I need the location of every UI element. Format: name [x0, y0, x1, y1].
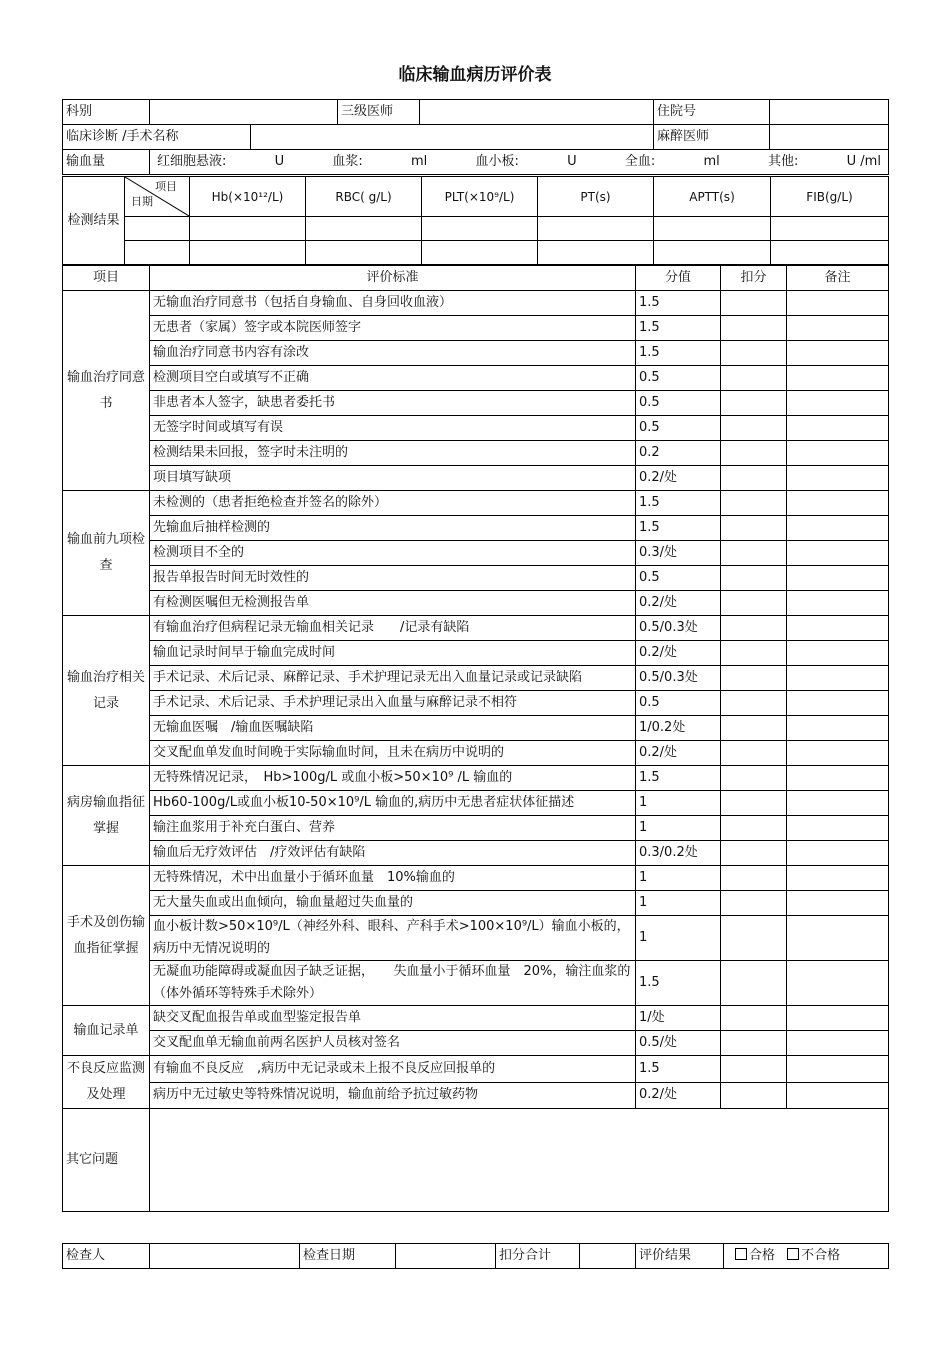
criteria-text: 无特殊情况记录， Hb>100g/L 或血小板>50×10⁹ /L 输血的: [150, 766, 636, 791]
score-value: 0.2/处: [636, 1082, 721, 1109]
table-row: [63, 641, 889, 666]
note-cell[interactable]: [787, 891, 889, 916]
score-value: 0.2/处: [636, 741, 721, 766]
table-row: [63, 516, 889, 541]
criteria-text: 无输血治疗同意书（包括自身输血、自身回收血液）: [150, 291, 636, 316]
score-value: 1: [636, 916, 721, 961]
table-row: [63, 916, 889, 961]
table-row: [63, 766, 889, 791]
score-value: 0.5: [636, 691, 721, 716]
transfusion-volume-label: 输血量: [63, 150, 150, 175]
deduct-cell[interactable]: [721, 291, 787, 316]
deduct-cell[interactable]: [721, 816, 787, 841]
table-row: [63, 566, 889, 591]
plasma-label: 血浆:: [332, 154, 363, 169]
other-issues-field[interactable]: [150, 1109, 889, 1212]
deduct-cell[interactable]: [721, 866, 787, 891]
lab-cell[interactable]: [422, 241, 538, 265]
score-value: 1.5: [636, 766, 721, 791]
table-row: [63, 316, 889, 341]
inspector-field[interactable]: [150, 1244, 300, 1269]
lab-cell[interactable]: [306, 241, 422, 265]
pass-checkbox[interactable]: [735, 1248, 747, 1260]
whole-blood-label: 全血:: [624, 154, 656, 169]
note-cell[interactable]: [787, 416, 889, 441]
lab-cell[interactable]: [306, 217, 422, 241]
transfusion-volume-field[interactable]: [150, 150, 889, 175]
table-row: [63, 841, 889, 866]
senior-doctor-label: 三级医师: [338, 100, 420, 125]
note-cell[interactable]: [787, 741, 889, 766]
lab-cell[interactable]: [538, 217, 654, 241]
score-value: 0.5: [636, 416, 721, 441]
table-row: [63, 666, 889, 691]
deduct-cell[interactable]: [721, 566, 787, 591]
lab-cell[interactable]: [190, 217, 306, 241]
score-value: 0.5: [636, 566, 721, 591]
criteria-text: 检测项目空白或填写不正确: [150, 366, 636, 391]
criteria-text: 检测项目不全的: [150, 541, 636, 566]
note-cell[interactable]: [787, 1082, 889, 1109]
note-cell[interactable]: [787, 541, 889, 566]
note-cell[interactable]: [787, 616, 889, 641]
score-value: 1/0.2处: [636, 716, 721, 741]
anesthetist-field[interactable]: [770, 125, 889, 150]
deduct-cell[interactable]: [721, 591, 787, 616]
score-value: 1/处: [636, 1006, 721, 1031]
section-name: 病房输血指征掌握: [63, 766, 150, 866]
lab-cell[interactable]: [654, 241, 771, 265]
criteria-text: 输注血浆用于补充白蛋白、营养: [150, 816, 636, 841]
page-title: 临床输血病历评价表: [398, 65, 552, 85]
note-cell[interactable]: [787, 866, 889, 891]
deduct-cell[interactable]: [721, 841, 787, 866]
note-cell[interactable]: [787, 291, 889, 316]
score-value: 1.5: [636, 491, 721, 516]
diagnosis-label: 临床诊断 /手术名称: [63, 125, 251, 150]
deduct-cell[interactable]: [721, 1056, 787, 1083]
dept-label: 科别: [63, 100, 150, 125]
lab-col-pt: PT(s): [538, 177, 654, 217]
table-row: [63, 616, 889, 641]
lab-date-label: 日期: [131, 195, 153, 208]
note-cell[interactable]: [787, 516, 889, 541]
score-value: 1: [636, 891, 721, 916]
note-cell[interactable]: [787, 1006, 889, 1031]
anesthetist-label: 麻醉医师: [654, 125, 770, 150]
score-value: 0.5: [636, 366, 721, 391]
criteria-text: 无输血医嘱 /输血医嘱缺陷: [150, 716, 636, 741]
table-row: [63, 791, 889, 816]
footer-table: [62, 1243, 889, 1269]
criteria-text: 未检测的（患者拒绝检查并签名的除外）: [150, 491, 636, 516]
score-value: 1.5: [636, 516, 721, 541]
criteria-text: 病历中无过敏史等特殊情况说明，输血前给予抗过敏药物: [150, 1082, 636, 1109]
total-deduct-label: 扣分合计: [496, 1244, 580, 1269]
criteria-text: 手术记录、术后记录、麻醉记录、手术护理记录无出入血量记录或记录缺陷: [150, 666, 636, 691]
criteria-text: 缺交叉配血报告单或血型鉴定报告单: [150, 1006, 636, 1031]
evaluation-table: [62, 265, 889, 1212]
section-name: 不良反应监测及处理: [63, 1056, 150, 1109]
deduct-cell[interactable]: [721, 1031, 787, 1056]
criteria-text: 无凝血功能障碍或凝血因子缺乏证据， 失血量小于循环血量 20%，输注血浆的（体外循环等特殊手术除外）: [150, 961, 636, 1006]
deduct-cell[interactable]: [721, 616, 787, 641]
score-value: 1.5: [636, 1056, 721, 1083]
deduct-cell[interactable]: [721, 641, 787, 666]
fail-checkbox[interactable]: [787, 1248, 799, 1260]
lab-cell[interactable]: [422, 217, 538, 241]
admission-no-field[interactable]: [770, 100, 889, 125]
lab-label: 检测结果: [63, 177, 125, 265]
table-row: [63, 741, 889, 766]
table-row: [63, 541, 889, 566]
dept-field[interactable]: [150, 100, 338, 125]
fail-label: 不合格: [801, 1248, 841, 1263]
deduct-cell[interactable]: [721, 441, 787, 466]
score-value: 0.5: [636, 391, 721, 416]
criteria-text: 无特殊情况，术中出血量小于循环血量 10%输血的: [150, 866, 636, 891]
table-row: [63, 1056, 889, 1083]
lab-cell[interactable]: [654, 217, 771, 241]
note-cell[interactable]: [787, 666, 889, 691]
criteria-text: 先输血后抽样检测的: [150, 516, 636, 541]
note-cell[interactable]: [787, 691, 889, 716]
deduct-cell[interactable]: [721, 1082, 787, 1109]
table-row: [63, 416, 889, 441]
note-cell[interactable]: [787, 491, 889, 516]
score-value: 0.2/处: [636, 591, 721, 616]
table-row: [63, 1006, 889, 1031]
criteria-text: 检测结果未回报，签字时未注明的: [150, 441, 636, 466]
col-header-note: 备注: [787, 266, 889, 291]
table-row: [63, 716, 889, 741]
lab-cell[interactable]: [771, 217, 889, 241]
score-value: 1: [636, 816, 721, 841]
score-value: 0.3/处: [636, 541, 721, 566]
deduct-cell[interactable]: [721, 891, 787, 916]
note-cell[interactable]: [787, 716, 889, 741]
score-value: 0.5/处: [636, 1031, 721, 1056]
note-cell[interactable]: [787, 591, 889, 616]
col-header-item: 项目: [63, 266, 150, 291]
deduct-cell[interactable]: [721, 391, 787, 416]
criteria-text: 有输血不良反应 ,病历中无记录或未上报不良反应回报单的: [150, 1056, 636, 1083]
table-row: [63, 1031, 889, 1056]
lab-cell[interactable]: [190, 241, 306, 265]
score-value: 0.5/0.3处: [636, 616, 721, 641]
inspector-label: 检查人: [63, 1244, 150, 1269]
deduct-cell[interactable]: [721, 691, 787, 716]
score-value: 1.5: [636, 341, 721, 366]
deduct-cell[interactable]: [721, 741, 787, 766]
other-issues-row: [63, 1109, 889, 1212]
note-cell[interactable]: [787, 441, 889, 466]
deduct-cell[interactable]: [721, 516, 787, 541]
table-row: [63, 291, 889, 316]
lab-col-hb: Hb(×10¹²/L): [190, 177, 306, 217]
rbc-unit: U: [274, 154, 285, 169]
table-row: [63, 866, 889, 891]
table-row: [63, 816, 889, 841]
note-cell[interactable]: [787, 841, 889, 866]
deduct-cell[interactable]: [721, 341, 787, 366]
criteria-text: 交叉配血单发血时间晚于实际输血时间，且未在病历中说明的: [150, 741, 636, 766]
section-name: 输血治疗相关记录: [63, 616, 150, 766]
table-row: [63, 341, 889, 366]
admission-no-label: 住院号: [654, 100, 770, 125]
note-cell[interactable]: [787, 916, 889, 961]
table-row: [63, 491, 889, 516]
note-cell[interactable]: [787, 316, 889, 341]
col-header-deduct: 扣分: [721, 266, 787, 291]
score-value: 1.5: [636, 291, 721, 316]
criteria-text: 有检测医嘱但无检测报告单: [150, 591, 636, 616]
lab-col-fib: FIB(g/L): [771, 177, 889, 217]
col-header-score: 分值: [636, 266, 721, 291]
note-cell[interactable]: [787, 1031, 889, 1056]
criteria-text: 非患者本人签字，缺患者委托书: [150, 391, 636, 416]
platelet-unit: U: [567, 154, 577, 169]
score-value: 1.5: [636, 316, 721, 341]
deduct-cell[interactable]: [721, 961, 787, 1006]
note-cell[interactable]: [787, 816, 889, 841]
note-cell[interactable]: [787, 766, 889, 791]
deduct-cell[interactable]: [721, 316, 787, 341]
platelet-label: 血小板:: [475, 154, 519, 169]
criteria-text: 有输血治疗但病程记录无输血相关记录 /记录有缺陷: [150, 616, 636, 641]
note-cell[interactable]: [787, 391, 889, 416]
criteria-text: 无患者（家属）签字或本院医师签字: [150, 316, 636, 341]
score-value: 0.5/0.3处: [636, 666, 721, 691]
result-field: [724, 1244, 889, 1269]
lab-cell[interactable]: [125, 241, 190, 265]
criteria-text: 输血后无疗效评估 /疗效评估有缺陷: [150, 841, 636, 866]
other-blood-label: 其他:: [768, 154, 799, 169]
table-row: [63, 391, 889, 416]
lab-cell[interactable]: [771, 241, 889, 265]
deduct-cell[interactable]: [721, 716, 787, 741]
col-header-criteria: 评价标准: [150, 266, 636, 291]
header-table: [62, 99, 889, 175]
note-cell[interactable]: [787, 961, 889, 1006]
score-value: 1.5: [636, 961, 721, 1006]
lab-diagonal-header: [125, 177, 190, 217]
note-cell[interactable]: [787, 366, 889, 391]
criteria-text: 报告单报告时间无时效性的: [150, 566, 636, 591]
deduct-cell[interactable]: [721, 416, 787, 441]
score-value: 0.2/处: [636, 466, 721, 491]
deduct-cell[interactable]: [721, 366, 787, 391]
deduct-cell[interactable]: [721, 791, 787, 816]
lab-col-rbc: RBC( g/L): [306, 177, 422, 217]
table-row: [63, 466, 889, 491]
lab-item-label: 项目: [155, 180, 177, 193]
table-row: [63, 891, 889, 916]
result-label: 评价结果: [636, 1244, 724, 1269]
criteria-text: 手术记录、术后记录、手术护理记录出入血量与麻醉记录不相符: [150, 691, 636, 716]
lab-cell[interactable]: [125, 217, 190, 241]
table-row: [63, 366, 889, 391]
table-row: [63, 441, 889, 466]
criteria-text: 血小板计数>50×10⁹/L（神经外科、眼科、产科手术>100×10⁹/L）输血小板的，病历中无情况说明的: [150, 916, 636, 961]
lab-col-plt: PLT(×10⁹/L): [422, 177, 538, 217]
deduct-cell[interactable]: [721, 666, 787, 691]
deduct-cell[interactable]: [721, 541, 787, 566]
deduct-cell[interactable]: [721, 1006, 787, 1031]
other-issues-label: 其它问题: [63, 1109, 150, 1212]
other-blood-unit: U /ml: [846, 154, 881, 169]
criteria-text: 输血治疗同意书内容有涂改: [150, 341, 636, 366]
score-value: 0.2: [636, 441, 721, 466]
note-cell[interactable]: [787, 641, 889, 666]
note-cell[interactable]: [787, 341, 889, 366]
note-cell[interactable]: [787, 566, 889, 591]
criteria-text: 无大量失血或出血倾向，输血量超过失血量的: [150, 891, 636, 916]
note-cell[interactable]: [787, 466, 889, 491]
criteria-text: 无签字时间或填写有误: [150, 416, 636, 441]
plasma-unit: ml: [411, 154, 428, 169]
section-name: 输血前九项检查: [63, 491, 150, 616]
deduct-cell[interactable]: [721, 491, 787, 516]
criteria-text: 输血记录时间早于输血完成时间: [150, 641, 636, 666]
criteria-text: Hb60-100g/L或血小板10-50×10⁹/L 输血的,病历中无患者症状体征描述: [150, 791, 636, 816]
table-row: [63, 591, 889, 616]
criteria-text: 项目填写缺项: [150, 466, 636, 491]
score-value: 1: [636, 791, 721, 816]
note-cell[interactable]: [787, 1056, 889, 1083]
section-name: 输血记录单: [63, 1006, 150, 1056]
section-name: 手术及创伤输血指征掌握: [63, 866, 150, 1006]
total-deduct-field[interactable]: [580, 1244, 636, 1269]
rbc-label: 红细胞悬液:: [157, 154, 227, 169]
lab-col-aptt: APTT(s): [654, 177, 771, 217]
note-cell[interactable]: [787, 791, 889, 816]
score-value: 0.2/处: [636, 641, 721, 666]
lab-table: [62, 176, 889, 265]
table-row: [63, 1082, 889, 1109]
senior-doctor-field[interactable]: [420, 100, 654, 125]
deduct-cell[interactable]: [721, 916, 787, 961]
table-row: [63, 961, 889, 1006]
lab-cell[interactable]: [538, 241, 654, 265]
whole-blood-unit: ml: [703, 154, 720, 169]
section-name: 输血治疗同意书: [63, 291, 150, 491]
inspect-date-label: 检查日期: [300, 1244, 396, 1269]
criteria-text: 交叉配血单无输血前两名医护人员核对签名: [150, 1031, 636, 1056]
score-value: 0.3/0.2处: [636, 841, 721, 866]
inspect-date-field[interactable]: [396, 1244, 496, 1269]
score-value: 1: [636, 866, 721, 891]
deduct-cell[interactable]: [721, 466, 787, 491]
pass-label: 合格: [749, 1248, 776, 1263]
deduct-cell[interactable]: [721, 766, 787, 791]
diagnosis-field[interactable]: [251, 125, 654, 150]
table-row: [63, 691, 889, 716]
